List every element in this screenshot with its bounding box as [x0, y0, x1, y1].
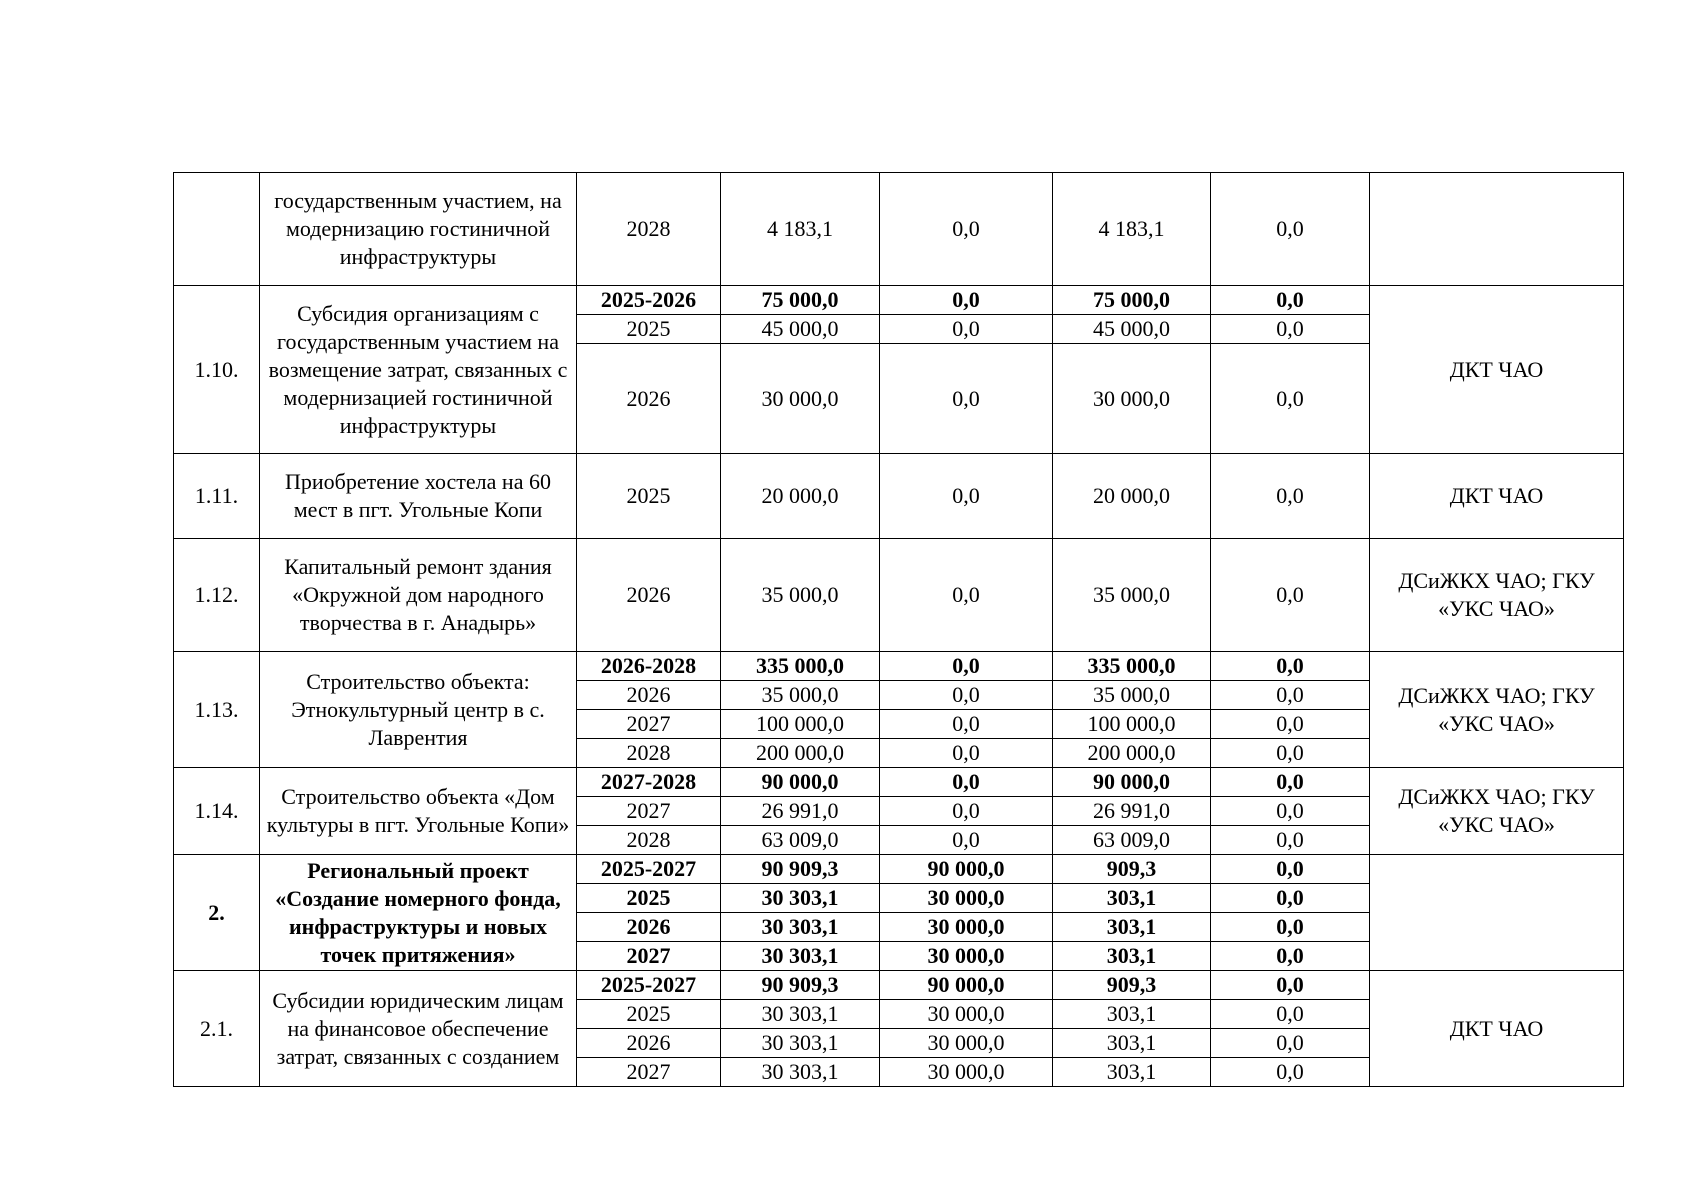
- regional-cell: 303,1: [1053, 913, 1211, 942]
- item-name: государственным участием, на модернизацию гостиничной инфраструктуры: [260, 173, 577, 286]
- responsible-cell: ДСиЖКХ ЧАО; ГКУ «УКС ЧАО»: [1370, 539, 1624, 652]
- other-cell: 0,0: [1211, 913, 1370, 942]
- other-cell: 0,0: [1211, 454, 1370, 539]
- federal-cell: 0,0: [880, 652, 1053, 681]
- item-name: Субсидии юридическим лицам на финансовое обеспечение затрат, связанных с созданием: [260, 971, 577, 1087]
- regional-cell: 303,1: [1053, 1058, 1211, 1087]
- table-row: [174, 652, 1624, 681]
- table-row: [174, 454, 1624, 539]
- other-cell: 0,0: [1211, 942, 1370, 971]
- total-cell: 100 000,0: [721, 710, 880, 739]
- regional-cell: 303,1: [1053, 1029, 1211, 1058]
- row-number: 1.13.: [174, 652, 260, 768]
- total-cell: 30 303,1: [721, 1029, 880, 1058]
- year-cell: 2026: [577, 539, 721, 652]
- year-cell: 2025-2026: [577, 286, 721, 315]
- other-cell: 0,0: [1211, 1029, 1370, 1058]
- total-cell: 90 909,3: [721, 971, 880, 1000]
- year-cell: 2026: [577, 681, 721, 710]
- total-cell: 30 303,1: [721, 1058, 880, 1087]
- regional-cell: 335 000,0: [1053, 652, 1211, 681]
- responsible-cell: ДКТ ЧАО: [1370, 286, 1624, 454]
- table-row: [174, 971, 1624, 1000]
- total-cell: 90 909,3: [721, 855, 880, 884]
- year-cell: 2025: [577, 1000, 721, 1029]
- year-cell: 2027: [577, 710, 721, 739]
- year-cell: 2028: [577, 826, 721, 855]
- total-cell: 200 000,0: [721, 739, 880, 768]
- year-cell: 2025: [577, 315, 721, 344]
- other-cell: 0,0: [1211, 652, 1370, 681]
- federal-cell: 0,0: [880, 173, 1053, 286]
- regional-cell: 909,3: [1053, 971, 1211, 1000]
- total-cell: 335 000,0: [721, 652, 880, 681]
- row-number: 1.12.: [174, 539, 260, 652]
- other-cell: 0,0: [1211, 539, 1370, 652]
- table-row: [174, 173, 1624, 286]
- regional-cell: 45 000,0: [1053, 315, 1211, 344]
- other-cell: 0,0: [1211, 173, 1370, 286]
- row-number: [174, 173, 260, 286]
- total-cell: 35 000,0: [721, 539, 880, 652]
- total-cell: 4 183,1: [721, 173, 880, 286]
- regional-cell: 909,3: [1053, 855, 1211, 884]
- other-cell: 0,0: [1211, 855, 1370, 884]
- other-cell: 0,0: [1211, 1000, 1370, 1029]
- federal-cell: 0,0: [880, 768, 1053, 797]
- regional-cell: 90 000,0: [1053, 768, 1211, 797]
- total-cell: 20 000,0: [721, 454, 880, 539]
- regional-cell: 75 000,0: [1053, 286, 1211, 315]
- federal-cell: 0,0: [880, 454, 1053, 539]
- other-cell: 0,0: [1211, 286, 1370, 315]
- year-cell: 2027: [577, 797, 721, 826]
- regional-cell: 303,1: [1053, 942, 1211, 971]
- responsible-cell: ДКТ ЧАО: [1370, 971, 1624, 1087]
- federal-cell: 0,0: [880, 286, 1053, 315]
- other-cell: 0,0: [1211, 797, 1370, 826]
- federal-cell: 0,0: [880, 315, 1053, 344]
- other-cell: 0,0: [1211, 681, 1370, 710]
- other-cell: 0,0: [1211, 884, 1370, 913]
- federal-cell: 30 000,0: [880, 1058, 1053, 1087]
- year-cell: 2028: [577, 173, 721, 286]
- federal-cell: 30 000,0: [880, 884, 1053, 913]
- other-cell: 0,0: [1211, 710, 1370, 739]
- federal-cell: 90 000,0: [880, 855, 1053, 884]
- item-name: Строительство объекта «Дом культуры в пгт. Угольные Копи»: [260, 768, 577, 855]
- regional-cell: 100 000,0: [1053, 710, 1211, 739]
- responsible-cell: [1370, 855, 1624, 971]
- item-name: Субсидия организациям с государственным участием на возмещение затрат, связанных с модернизацией гостиничной инфраструктуры: [260, 286, 577, 454]
- table-row: [174, 286, 1624, 315]
- year-cell: 2026-2028: [577, 652, 721, 681]
- regional-cell: 303,1: [1053, 1000, 1211, 1029]
- table-row: [174, 768, 1624, 797]
- responsible-cell: ДСиЖКХ ЧАО; ГКУ «УКС ЧАО»: [1370, 768, 1624, 855]
- row-number: 2.: [174, 855, 260, 971]
- federal-cell: 0,0: [880, 344, 1053, 454]
- year-cell: 2025: [577, 884, 721, 913]
- item-name: Капитальный ремонт здания «Окружной дом народного творчества в г. Анадырь»: [260, 539, 577, 652]
- federal-cell: 0,0: [880, 710, 1053, 739]
- item-name: Строительство объекта: Этнокультурный центр в с. Лаврентия: [260, 652, 577, 768]
- year-cell: 2026: [577, 913, 721, 942]
- regional-cell: 303,1: [1053, 884, 1211, 913]
- federal-cell: 30 000,0: [880, 1000, 1053, 1029]
- total-cell: 26 991,0: [721, 797, 880, 826]
- total-cell: 90 000,0: [721, 768, 880, 797]
- year-cell: 2026: [577, 1029, 721, 1058]
- federal-cell: 30 000,0: [880, 942, 1053, 971]
- responsible-cell: [1370, 173, 1624, 286]
- year-cell: 2027: [577, 942, 721, 971]
- budget-table: [173, 172, 1624, 1087]
- total-cell: 30 303,1: [721, 884, 880, 913]
- other-cell: 0,0: [1211, 315, 1370, 344]
- other-cell: 0,0: [1211, 826, 1370, 855]
- federal-cell: 30 000,0: [880, 1029, 1053, 1058]
- federal-cell: 0,0: [880, 826, 1053, 855]
- regional-cell: 26 991,0: [1053, 797, 1211, 826]
- other-cell: 0,0: [1211, 971, 1370, 1000]
- table-row: [174, 855, 1624, 884]
- year-cell: 2025-2027: [577, 855, 721, 884]
- federal-cell: 0,0: [880, 739, 1053, 768]
- other-cell: 0,0: [1211, 1058, 1370, 1087]
- total-cell: 35 000,0: [721, 681, 880, 710]
- year-cell: 2027-2028: [577, 768, 721, 797]
- regional-cell: 35 000,0: [1053, 539, 1211, 652]
- federal-cell: 0,0: [880, 681, 1053, 710]
- total-cell: 30 000,0: [721, 344, 880, 454]
- total-cell: 45 000,0: [721, 315, 880, 344]
- year-cell: 2026: [577, 344, 721, 454]
- row-number: 1.11.: [174, 454, 260, 539]
- federal-cell: 0,0: [880, 539, 1053, 652]
- year-cell: 2028: [577, 739, 721, 768]
- regional-cell: 35 000,0: [1053, 681, 1211, 710]
- row-number: 2.1.: [174, 971, 260, 1087]
- federal-cell: 90 000,0: [880, 971, 1053, 1000]
- regional-cell: 63 009,0: [1053, 826, 1211, 855]
- federal-cell: 30 000,0: [880, 913, 1053, 942]
- regional-cell: 30 000,0: [1053, 344, 1211, 454]
- federal-cell: 0,0: [880, 797, 1053, 826]
- other-cell: 0,0: [1211, 344, 1370, 454]
- year-cell: 2025-2027: [577, 971, 721, 1000]
- year-cell: 2027: [577, 1058, 721, 1087]
- total-cell: 30 303,1: [721, 942, 880, 971]
- row-number: 1.14.: [174, 768, 260, 855]
- regional-cell: 4 183,1: [1053, 173, 1211, 286]
- other-cell: 0,0: [1211, 739, 1370, 768]
- total-cell: 63 009,0: [721, 826, 880, 855]
- item-name: Приобретение хостела на 60 мест в пгт. Угольные Копи: [260, 454, 577, 539]
- responsible-cell: ДКТ ЧАО: [1370, 454, 1624, 539]
- total-cell: 30 303,1: [721, 913, 880, 942]
- regional-cell: 200 000,0: [1053, 739, 1211, 768]
- year-cell: 2025: [577, 454, 721, 539]
- regional-cell: 20 000,0: [1053, 454, 1211, 539]
- total-cell: 30 303,1: [721, 1000, 880, 1029]
- row-number: 1.10.: [174, 286, 260, 454]
- table-row: [174, 539, 1624, 652]
- total-cell: 75 000,0: [721, 286, 880, 315]
- other-cell: 0,0: [1211, 768, 1370, 797]
- responsible-cell: ДСиЖКХ ЧАО; ГКУ «УКС ЧАО»: [1370, 652, 1624, 768]
- item-name: Региональный проект «Создание номерного фонда, инфраструктуры и новых точек притяжения»: [260, 855, 577, 971]
